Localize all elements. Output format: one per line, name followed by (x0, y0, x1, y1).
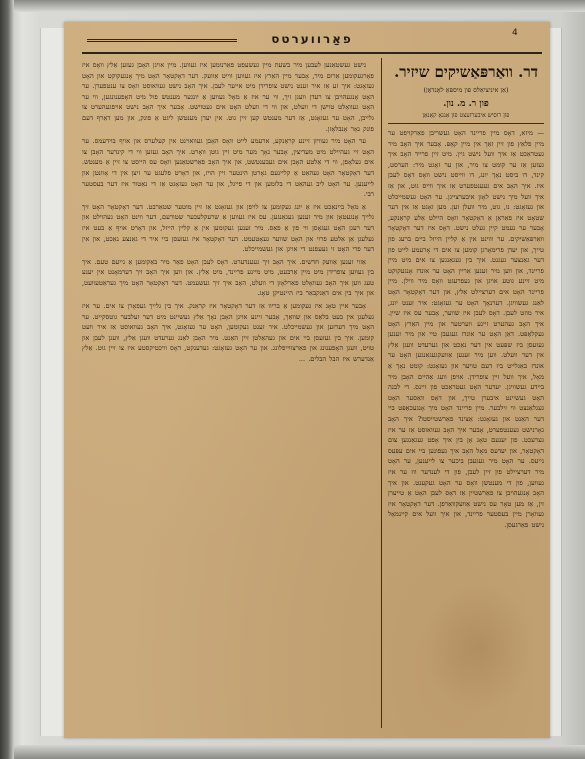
page-number: 4 (512, 28, 518, 38)
masthead-title: פאַרווערטס (271, 32, 353, 46)
paragraph: נישט געשטאַנען לעבען מיר בשעת מיין געשעפט פאַרנומען איז געווען. מיין אויגן האָבן געזען אַלץ וואָס איז פאָרגעקומען אַרום מיר, אָבער מיין האַרץ איז געווען ווייט אַוועק. דער דאָקטאָר האָט מיך אָנגעקוקט און האָט געזאָגט: איך זע אַז איר זענט נישט צופרידן מיט אייער לעבן. איך האָב נישט געוואוסט וואָס צו ענטפערן. ער האָט אָנגעהויבן צו רעדן וועגן זיך, ווי ער איז אַ מאָל געווען אַ יונגער מענטש פול מיט האָפענונגען, ווי ער האָט געוואָלט טוישן די וועלט, און ווי די וועלט האָט אים געטוישט. אָבער איך האָב נישט אויפגעהערט צו גלייבן, האָט ער געזאָגט, אַז דער מענטש קען זיין גוט. אין יעדן מענטשן ליגט אַ פונק, און מען דאַרף דעם פונק נאָר אָנבלאָזן. (82, 61, 374, 133)
paragraph: ער האָט מיר געוויזן זיינע קראַנקע, ארעמע לייט וואָס האָבן געוואוינט אין קעלערס און אויף בוידעמס. ער האָט זיי געהיילט מיט מעדיצין, אָבער נאָך מער מיט זיין גוטן וואָרט. איך האָב געזען ווי די קינדער האָבן צו אים געלאָפן, ווי די אַלטע האָבן אים געבענטשט, און איך האָב פאַרשטאַנען וואָס עס הייסט צו זיין אַ מענטש. דער דאָקטאָר האָט געהאַט אַ קליינעם גאָרטן הינטער זיין הויז, און דאָרט פלעגט ער זיצן אין די אָוונטן און לייענען. ער האָט ליב געהאַט די בלומען און די פייגל, און ער האָט געזאָגט אַז די נאַטור איז דער בעסטער רבי. (82, 137, 374, 199)
column-divider (381, 58, 382, 728)
paper-stain (424, 582, 534, 712)
article-title: דר. וואַרפּאַשיקים שיזיר. (394, 63, 538, 81)
paragraph: אָבער איין טאָג איז געקומען אַ בריוו אַז דער דאָקטאָר איז קראַנק. איך בין גלייך געפאָרן צו אים. ער איז געלעגן אין בעט בלאַס און שוואַך, אָבער זיינע אויגן האָבן נאָך אַלץ געשיינט מיט דער זעלבער גוטסקייט. ער האָט מיך דערזען און געשמייכלט. איר זענט געקומען, האָט ער געזאָגט, איך האָב געוואוסט אַז איר וועט קומען. איך בין געזעסן ביי אים און געהאַלטן זיין האַנט. מיר האָבן לאַנג גערעדט וועגן אַלץ, וועגן לעבן און טויט, וועגן האָפענונג און פאַרצווייפלונג. און ער האָט געזאָגט: געדענקט, דאָס וויכטיקסטע איז צו זיין גוט. אַלץ אַנדערש איז הבל הבלים. ... (82, 302, 374, 364)
article-body-left (82, 60, 374, 365)
paragraph: אַזוי זענען אַוועק חדשים. איך האָב זיך געענדערט. דאָס לעבן האָט פאַר מיר באַקומען אַ נייעם טעם. איך בין געווען צופרידן מיט מיין אַרבעט, מיט מיינע פריינד, מיט אַלץ. און ווען איך האָב זיך דערמאָנט אין יענע טעג ווען איך האָב געוואָלט פאַרלאָזן די וועלט, האָב איך זיך געשעמט. דער דאָקטאָר האָט מיך געראַטעוועט, און איך בין אים דאַנקבאַר ביז היינטיקן טאָג. (82, 257, 374, 298)
article-byline: פון ר. מ. נון. (443, 99, 489, 109)
header-rule-left (96, 39, 236, 42)
page-header (82, 28, 542, 54)
sleeve-left-edge (40, 28, 64, 736)
paragraph: אַ מאָל ביינאַכט איז אַ יונג געקומען צו לויפן און געזאָגט אַז זיין מוטער שטאַרבט. דער דאָקטאָר האָט זיך גלייך אָנגעטאָן און מיר זענען געגאַנגען. עס איז געווען אַ שרעקלעכער שטורעם, דער ווינט האָט געהוילט און דער רעגן האָט געגאָסן ווי פון אַ פאַס. מיר זענען געקומען אין אַ קליין הייזל, און דאָרט אויף אַ בעט איז געלעגן אַן אַלטע פרוי און האָט שווער געאָטעמט. דער דאָקטאָר איז געזעסן ביי איר די גאַנצע נאַכט, און אין דער פרי האָט זי געעפנט די אויגן און געשמייכלט. (82, 202, 374, 254)
sleeve-bottom (14, 745, 585, 759)
right-column (388, 60, 544, 531)
article-body-right: — מיזא, דאָס מיין פריינד האָט געשריבן פאַרקויפט ער מיין פלאַץ פון זיין זאַך אין מיין קאָפּ. אָבער איך האָב מיר געטראַכט אַז איך וועל נישט גיין. מיט זיין פרייד האָב איך געזען אַז ער קומט צו מיר, און ער זאָגט מיר: הערסט, קינד, דו ביסט נאָך יונג, דו ווייסט נישט וואָס דאָס לעבן איז. איך האָב אים געענטפערט אַז איך ווייס גוט, און אַז איך וועל מיך נישט לאָזן איבערצייגן. ער האָט געשמייכלט און געזאָגט: נו, גוט, מיר וועלן זען. מען זאָגט אַז אין דער שטאָט איז פאַראַן אַ דאָקטאָר וואָס היילט אַלע קראַנקע, אָבער ער נעמט קיין געלט נישט. דאָס איז דער דאָקטאָר וואַרפּאַשיקים. ער וווינט אין אַ קליין הייזל ביים ברעג פון טייך, און יעדן פרימאָרגן קומען צו אים די אָרעמע לייט פון דער גאַנצער געגנט. איך בין געגאַנגען צו אים מיט מיין פריינד, און ווען מיר זענען אַריין האָט ער אונדז אָנגעקוקט מיט זיינע גוטע אויגן און געפרעגט וואָס מיר ווילן. מיין פריינד האָט אים דערציילט אַלץ, און דער דאָקטאָר האָט לאַנג געשוויגן. דערנאָך האָט ער געזאָגט: איר זענט יונג, איר מוזט לעבן. דאָס לעבן איז שווער, אָבער עס איז שיין. איך האָב געהערט זיינע ווערטער און מיין האַרץ האָט געקלאַפּט. דאַן האָט ער אונדז געגעבן טיי און מיר זענען געזעסן ביז שפּעט אין דער נאַכט און גערעדט וועגן אַלץ אין דער וועלט. ווען מיר זענען אַוועקגעגאַנגען האָט ער אונדז באַגלייט ביז דעם טויער און געזאָגט: קומט נאָך אַ מאָל, איך וועל זיין צופרידן. אויפן וועג אַהיים האָבן מיר ביידע געשוויגן. יעדער האָט געטראַכט פון זיינס. די לבנה האָט געשיינט איבערן טייך, און דאָס וואַסער האָט געגלאַנצט ווי זילבער. מיין פריינד האָט מיך אָנגעכאַפּט ביי דער האַנט און געזאָגט: אַצינד פאַרשטייסטו? איך האָב גאָרנישט געענטפערט, אָבער איך האָב געוואוסט אַז ער איז גערעכט. פון יענעם טאָג אָן בין איך אָפט געגאַנגען צום דאָקטאָר, און יעדעס מאָל האָב איך געפונען ביי אים עפּעס נייעס. ער האָט מיר געגעבן ביכער צו לייענען, ער האָט מיר דערציילט פון זיין לעבן, פון די לענדער וווּ ער איז געווען, פון די מענטשן וואָס ער האָט געקענט. און איך האָב אָנגעהויבן צו פאַרשטיין אַז דאָס לעבן האָט אַ טייערן זין, אַז מען טאָר עס נישט אַוועקוואַרפן. דער דאָקטאָר איז געוואָרן מיין בעסטער פריינד, און איך וועל אים קיינמאָל נישט פאַרגעסן. (388, 129, 544, 529)
translator-credit: פון רוסיש איבערזעצט פון אַננאַ קאַנאַן (388, 112, 544, 124)
sleeve-right-edge (548, 28, 562, 736)
left-column (82, 60, 374, 365)
article-subtitle: (אַן איניציאַלס פון מיספּאַ לאָנדאָן) (423, 86, 509, 94)
newspaper-page (64, 22, 550, 738)
sleeve-top (14, 0, 585, 12)
